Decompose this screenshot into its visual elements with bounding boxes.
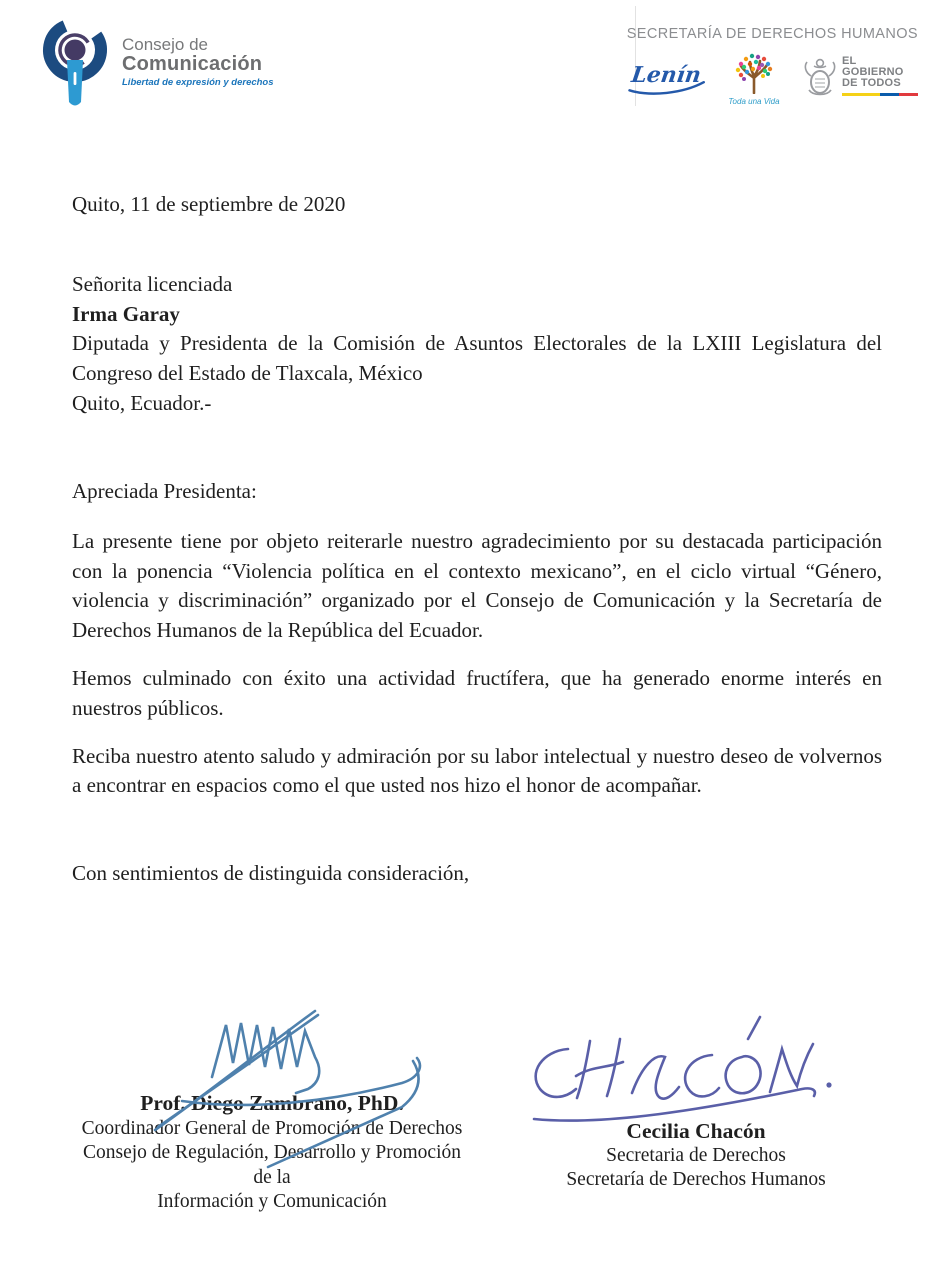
signer-title-line: Coordinador General de Promoción de Derechos [81, 1117, 463, 1139]
signature-block-zambrano [72, 997, 472, 1215]
org-name-line2: Comunicación [122, 52, 263, 75]
recipient-salutation: Señorita licenciada [72, 271, 233, 296]
gobierno-line2: GOBIERNO [842, 66, 904, 79]
recipient-title: Diputada y Presidenta de la Comisión de Asuntos Electorales de la LXIII Legislatura del Congreso del Estado de Tlaxcala, México [72, 331, 882, 386]
gobierno-de-todos-logo [801, 56, 918, 102]
consejo-logo-icon [38, 14, 114, 110]
recipient-location: Quito, Ecuador.- [72, 391, 212, 416]
signer-name: Prof. Diego Zambrano, PhD. [140, 1091, 404, 1116]
consejo-comunicacion-logo [38, 14, 274, 110]
gobierno-line1: EL [842, 55, 857, 67]
org-name-line1: Consejo de [122, 35, 209, 54]
signer-title-line: Consejo de Regulación, Desarrollo y Promoción de la [82, 1142, 461, 1188]
paragraph-2: Hemos culminado con éxito una actividad fructífera, que ha generado enorme interés en nuestros públicos. [72, 665, 882, 720]
letterhead [0, 0, 936, 122]
recipient-name: Irma Garay [72, 301, 180, 326]
ecuador-flag-stripe [842, 93, 918, 96]
letter-date: Quito, 11 de septiembre de 2020 [72, 192, 346, 216]
letter-body [0, 190, 936, 889]
signer-title-line: Secretaría de Derechos Humanos [566, 1169, 826, 1191]
toda-una-vida-logo [721, 52, 787, 106]
government-logos [623, 52, 918, 106]
recipient-block [72, 270, 882, 419]
letter-closing: Con sentimientos de distinguida consideración, [72, 861, 470, 886]
signer-title-line: Secretaria de Derechos [606, 1144, 786, 1166]
signer-title-line: Información y Comunicación [157, 1191, 387, 1213]
lenin-signature-logo [623, 53, 707, 105]
svg-text:Lenín: Lenín [629, 62, 703, 89]
tree-icon [732, 52, 776, 94]
signer-name: Cecilia Chacón [626, 1118, 766, 1143]
toda-una-vida-caption: Toda una Vida [728, 97, 780, 106]
paragraph-3: Reciba nuestro atento saludo y admiración por su labor intelectual y nuestro deseo de volvernos a encontrar en espacios como el que usted nos hizo el honor de acompañar. [72, 743, 882, 798]
org-tagline: Libertad de expresión y derechos [122, 76, 274, 88]
ecuador-coat-of-arms-icon [801, 56, 839, 102]
signature-block-chacon [506, 997, 886, 1215]
zambrano-signature-text [72, 1091, 472, 1215]
gobierno-line3: DE TODOS [842, 77, 901, 90]
signature-section [0, 997, 936, 1215]
chacon-signature-text [506, 1119, 886, 1193]
secretaria-derechos-humanos-title: SECRETARÍA DE DERECHOS HUMANOS [626, 26, 918, 42]
paragraph-1: La presente tiene por objeto reiterarle nuestro agradecimiento por su destacada participación con la ponencia “Violencia política en el contexto mexicano”, en el ciclo virtual “Género, violencia y discriminación” organizado por el Consejo de Comunicación y la Secretaría de Derechos Humanos de la República del Ecuador. [72, 528, 882, 643]
letter-greeting: Apreciada Presidenta: [72, 478, 257, 503]
